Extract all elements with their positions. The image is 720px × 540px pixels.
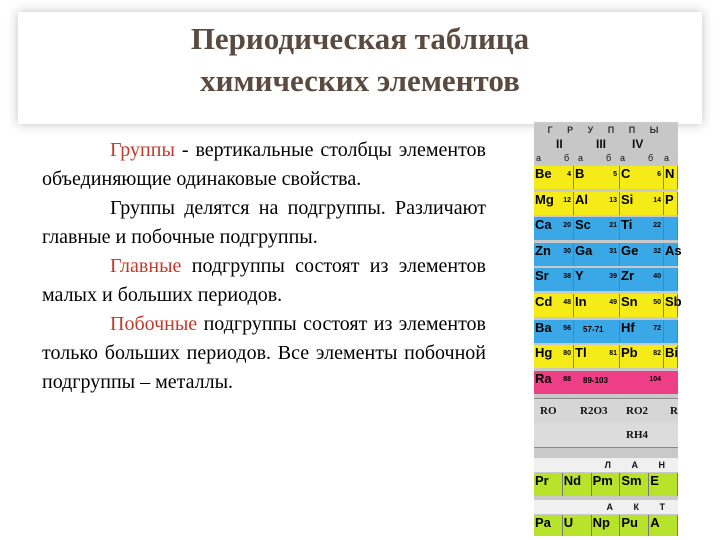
element-cell bbox=[574, 166, 620, 189]
atomic-number: 82 bbox=[653, 350, 661, 358]
element-symbol: Sc bbox=[575, 217, 591, 233]
element-cell bbox=[574, 294, 620, 317]
atomic-number: 40 bbox=[653, 273, 661, 281]
oxide-formula: R bbox=[670, 405, 678, 417]
element-row bbox=[534, 166, 678, 189]
element-cell bbox=[620, 217, 664, 240]
element-cell: U bbox=[563, 515, 592, 536]
atomic-number: 31 bbox=[609, 247, 617, 255]
atomic-number: 39 bbox=[609, 273, 617, 281]
element-row bbox=[534, 371, 678, 394]
paragraph-main bbox=[42, 252, 486, 310]
atomic-number: 14 bbox=[653, 196, 661, 204]
oxide-formulas-row bbox=[534, 398, 678, 424]
element-cell bbox=[664, 320, 678, 343]
element-cell bbox=[664, 294, 682, 317]
element-symbol: Y bbox=[575, 268, 584, 284]
element-symbol: Zr bbox=[621, 268, 634, 284]
element-cell bbox=[534, 345, 574, 368]
slide-title bbox=[0, 18, 720, 102]
element-symbol: Pb bbox=[621, 345, 638, 361]
paragraph-subgroups: Группы делятся на подгруппы. Различают главные и побочные подгруппы. bbox=[42, 197, 486, 248]
atomic-number: 50 bbox=[653, 299, 661, 306]
paragraph-secondary-text: подгруппы состоят из элементов только больших периодов. Все элементы побочной подгруппы – металлы. bbox=[42, 313, 486, 393]
element-cell bbox=[534, 192, 574, 215]
atomic-number: 32 bbox=[653, 247, 661, 255]
element-row bbox=[534, 192, 678, 215]
actinides-row bbox=[534, 515, 678, 536]
element-cell bbox=[574, 217, 620, 240]
element-symbol: Al bbox=[575, 191, 588, 207]
paragraph-main-text: подгруппы состоят из элементов малых и больших периодов. bbox=[42, 255, 486, 306]
element-cell bbox=[620, 294, 664, 317]
element-symbol: Zn bbox=[535, 242, 551, 258]
atomic-number: 30 bbox=[563, 247, 571, 255]
hydride-formula: RH4 bbox=[626, 429, 648, 441]
element-cell bbox=[574, 371, 620, 394]
element-cell: Np bbox=[592, 515, 621, 536]
actinides-label: А К Т bbox=[534, 500, 678, 514]
oxide-formula: RO2 bbox=[626, 405, 648, 417]
element-cell bbox=[664, 371, 678, 394]
subgroup-label: б bbox=[648, 153, 654, 163]
lanthanides-row bbox=[534, 473, 678, 496]
element-cell bbox=[664, 268, 678, 291]
element-symbol: B bbox=[575, 166, 585, 181]
groups-header: Г Р У П П Ы bbox=[534, 124, 678, 136]
element-row bbox=[534, 217, 678, 240]
term-main: Главные bbox=[110, 255, 182, 277]
element-cell: Pr bbox=[534, 473, 563, 496]
element-cell bbox=[534, 294, 574, 317]
element-symbol: In bbox=[575, 294, 587, 309]
subgroup-label: а bbox=[664, 153, 670, 163]
element-cell bbox=[620, 320, 664, 343]
element-cell bbox=[534, 320, 574, 343]
atomic-number: 6 bbox=[657, 171, 661, 178]
element-symbol: Cd bbox=[535, 294, 553, 309]
paragraph-groups-text: - вертикальные столбцы элементов объединяющие одинаковые свойства. bbox=[42, 139, 486, 190]
atomic-number: 72 bbox=[653, 324, 661, 332]
element-row bbox=[534, 268, 678, 291]
atomic-number: 20 bbox=[563, 222, 571, 230]
element-cell: A bbox=[649, 515, 678, 536]
element-cell bbox=[664, 242, 682, 266]
element-symbol: Sb bbox=[665, 294, 682, 309]
element-cell bbox=[534, 166, 574, 189]
element-cell bbox=[574, 243, 620, 266]
element-cell bbox=[620, 371, 664, 394]
element-cell bbox=[620, 243, 664, 266]
element-symbol: Ga bbox=[575, 242, 593, 258]
element-symbol: Hg bbox=[535, 345, 553, 361]
atomic-number: 48 bbox=[563, 299, 571, 306]
group-number: III bbox=[596, 137, 607, 151]
element-symbol: Ti bbox=[621, 217, 633, 233]
element-symbol: P bbox=[665, 191, 674, 207]
atomic-number: 22 bbox=[653, 222, 661, 230]
hydride-row bbox=[534, 423, 678, 448]
periodic-table-image bbox=[534, 122, 682, 536]
element-cell: Nd bbox=[563, 473, 592, 496]
group-number: IV bbox=[632, 137, 644, 151]
element-symbol: As bbox=[665, 242, 682, 258]
atomic-number: 38 bbox=[563, 273, 571, 281]
element-cell: Pu bbox=[620, 515, 649, 536]
group-number: II bbox=[556, 137, 563, 151]
element-cell bbox=[574, 345, 620, 368]
subgroup-label: а bbox=[536, 153, 542, 163]
element-cell bbox=[620, 268, 664, 291]
element-symbol: Be bbox=[535, 166, 552, 181]
term-groups: Группы bbox=[110, 139, 175, 161]
element-symbol: C bbox=[621, 166, 631, 181]
element-cell bbox=[574, 320, 620, 343]
atomic-number: 88 bbox=[563, 375, 571, 383]
element-cell bbox=[534, 217, 574, 240]
element-symbol: Mg bbox=[535, 191, 554, 207]
element-symbol: Tl bbox=[575, 345, 587, 361]
element-symbol: Ca bbox=[535, 217, 552, 233]
element-symbol: 57-71 bbox=[583, 324, 604, 334]
term-secondary: Побочные bbox=[110, 313, 198, 335]
element-symbol: Ge bbox=[621, 242, 639, 258]
group-numbers bbox=[534, 137, 678, 151]
atomic-number: 5 bbox=[613, 171, 617, 178]
element-cell: Pm bbox=[592, 473, 621, 496]
element-symbol: Sn bbox=[621, 294, 638, 309]
title-line-1: Периодическая таблица bbox=[190, 21, 530, 56]
subgroup-label: а bbox=[620, 153, 626, 163]
subgroup-label: б bbox=[606, 153, 612, 163]
slide-body bbox=[42, 136, 486, 397]
element-symbol: N bbox=[665, 166, 675, 181]
subgroup-labels bbox=[534, 152, 678, 164]
atomic-number: 49 bbox=[609, 299, 617, 306]
atomic-number: 21 bbox=[609, 222, 617, 230]
element-cell bbox=[620, 345, 664, 368]
element-symbol: Sr bbox=[535, 268, 549, 284]
element-symbol: Ba bbox=[535, 319, 552, 335]
element-cell bbox=[620, 192, 664, 215]
element-cell bbox=[664, 192, 678, 215]
element-row bbox=[534, 242, 682, 266]
element-cell bbox=[534, 371, 574, 394]
element-cell bbox=[664, 345, 678, 368]
element-cell bbox=[534, 243, 574, 266]
atomic-number: 104 bbox=[649, 375, 661, 383]
element-cell bbox=[534, 268, 574, 291]
element-cell bbox=[664, 166, 678, 189]
oxide-formula: R2O3 bbox=[580, 405, 608, 417]
subgroup-label: б bbox=[564, 153, 570, 163]
atomic-number: 80 bbox=[563, 350, 571, 358]
atomic-number: 13 bbox=[609, 196, 617, 204]
lanthanides-label: Л А Н bbox=[534, 458, 678, 472]
atomic-number: 12 bbox=[563, 196, 571, 204]
atomic-number: 81 bbox=[609, 350, 617, 358]
atomic-number: 4 bbox=[567, 171, 571, 178]
element-cell bbox=[574, 268, 620, 291]
paragraph-groups bbox=[42, 136, 486, 194]
element-cell bbox=[664, 217, 678, 240]
element-cell: Sm bbox=[620, 473, 649, 496]
element-symbol: Si bbox=[621, 191, 634, 207]
element-cell: E bbox=[649, 473, 678, 496]
element-symbol: Bi bbox=[665, 345, 678, 361]
element-cell bbox=[620, 166, 664, 189]
element-cell: Pa bbox=[534, 515, 563, 536]
element-row bbox=[534, 294, 682, 317]
element-cell bbox=[574, 192, 620, 215]
element-row bbox=[534, 320, 678, 343]
element-symbol: Ra bbox=[535, 370, 552, 386]
element-row bbox=[534, 345, 678, 368]
oxide-formula: RO bbox=[540, 405, 557, 417]
element-symbol: 89-103 bbox=[583, 375, 608, 385]
atomic-number: 56 bbox=[563, 324, 571, 332]
paragraph-secondary bbox=[42, 310, 486, 397]
title-line-2: химических элементов bbox=[200, 63, 520, 98]
element-symbol: Hf bbox=[621, 319, 635, 335]
subgroup-label: а bbox=[578, 153, 584, 163]
